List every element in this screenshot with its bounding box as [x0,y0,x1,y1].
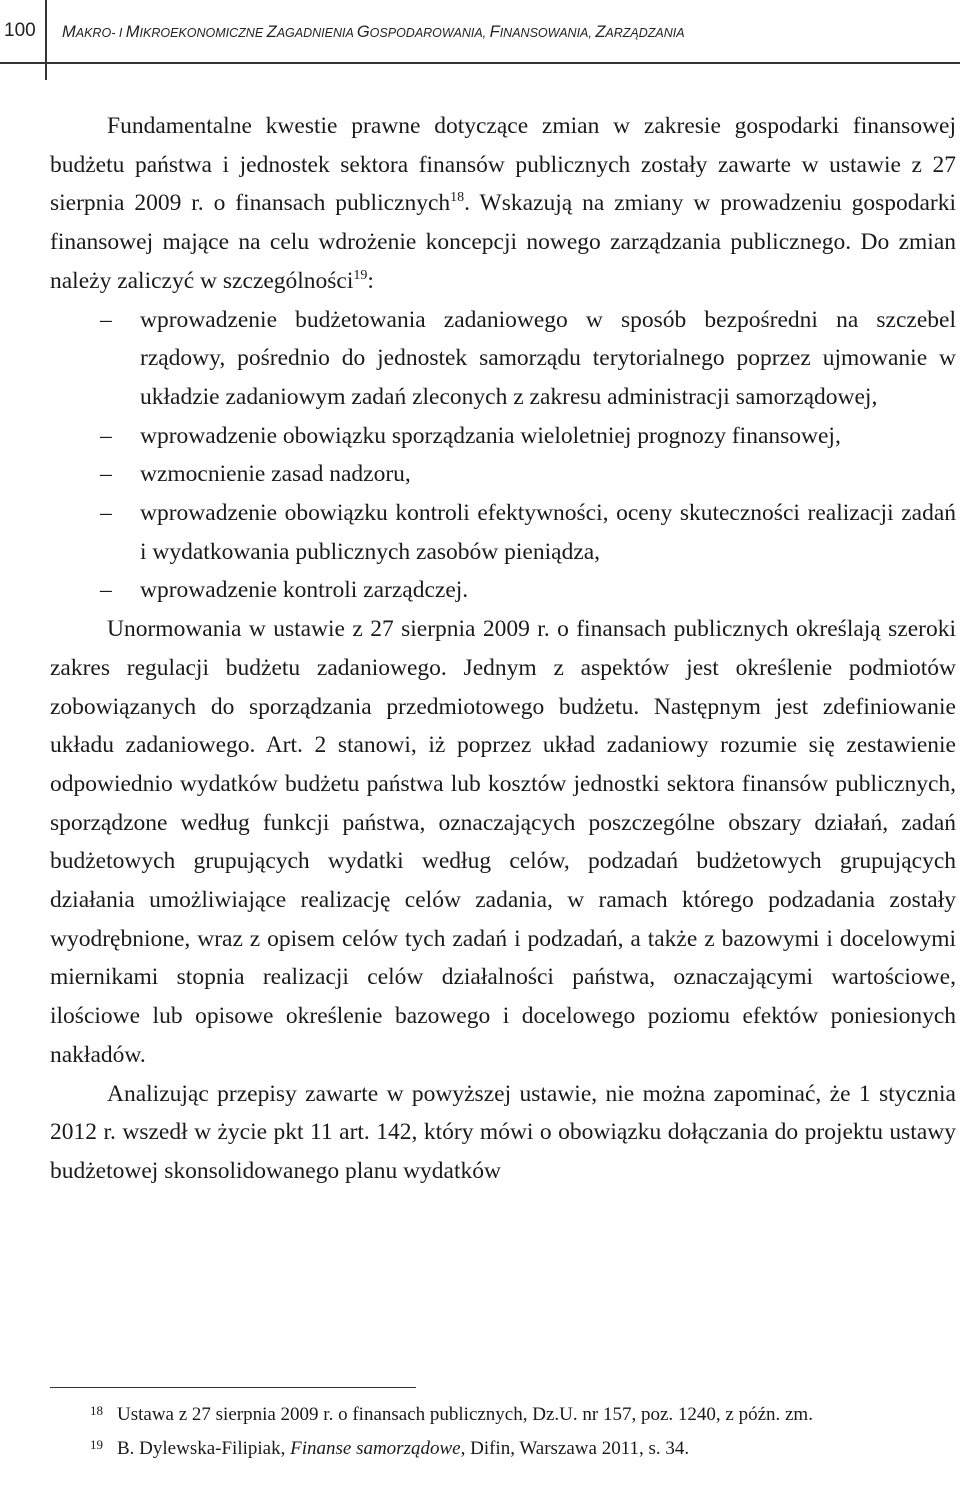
footnote-18: $^{18}$ Ustawa z 27 sierpnia 2009 r. o finansach publicznych, Dz.U. nr 157, poz. 1240, z późn. zm. [90,1403,813,1425]
footnote-separator [50,1387,416,1388]
paragraph-analysis: Analizując przepisy zawarte w powyższej ustawie, nie można zapominać, że 1 stycznia 2012 r. wszedł w życie pkt 11 art. 142, który mówi o obowiązku dołączania do projektu ustawy budżetowej skonsolidowanego planu wydatków [50,1080,956,1184]
footnotes [50,1402,956,1470]
footnote-19: $^{19}$ B. Dylewska-Filipiak, Finanse samorządowe, Difin, Warszawa 2011, s. 34. [90,1437,690,1459]
list-item: – wprowadzenie budżetowania zadaniowego w sposób bezpośredni na szczebel rządowy, pośrednio do jednostek samorządu terytorialnego poprzez ujmowanie w układzie zadaniowym zadań zleconych z zakresu administracji samorządowej, [50,301,956,417]
running-title: MAKRO- I MIKROEKONOMICZNE ZAGADNIENIA GOSPODAROWANIA, FINANSOWANIA, ZARZĄDZANIA [62,23,685,41]
dash-bullet: – [100,306,112,333]
running-header [0,0,960,80]
list-item: – wprowadzenie obowiązku sporządzania wieloletniej prognozy finansowej, [50,417,956,456]
footnote-ref-18[interactable]: 18 [450,190,465,206]
main-text [50,107,956,1191]
header-vertical-rule [45,0,47,80]
dash-bullet: – [100,461,112,488]
list-item: – wprowadzenie obowiązku kontroli efektywności, oceny skuteczności realizacji zadań i wydatkowania publicznych zasobów pieniądza, [50,494,956,571]
paragraph-intro: Fundamentalne kwestie prawne dotyczące zmian w zakresie gospodarki finansowej budżetu państwa i jednostek sektora finansów publicznych zostały zawarte w ustawie z 27 sierpnia 2009 r. o finansach publicznych$^{18}$. Wskazują na zmiany w prowadzeniu gospodarki finansowej mające na celu wdrożenie koncepcji nowego zarządzania publicznego. Do zmian należy zaliczyć w szczególności$^{19}$: [50,113,956,294]
list-item: – wprowadzenie kontroli zarządczej. [50,571,956,610]
footnote-ref-19[interactable]: 19 [353,267,368,283]
dash-bullet: – [100,422,112,449]
dash-bullet: – [100,500,112,527]
list-item: – wzmocnienie zasad nadzoru, [50,455,956,494]
change-list [50,301,956,611]
dash-bullet: – [100,577,112,604]
book-title: Finanse samorządowe [290,1438,461,1459]
header-horizontal-rule [0,62,960,64]
paragraph-regulations: Unormowania w ustawie z 27 sierpnia 2009 r. o finansach publicznych określają szeroki zakres regulacji budżetu zadaniowego. Jednym z aspektów jest określenie podmiotów zobowiązanych do sporządzania przedmiotowego budżetu. Następnym jest zdefiniowanie układu zadaniowego. Art. 2 stanowi, iż poprzez układ zadaniowy rozumie się zestawienie odpowiednio wydatków budżetu państwa lub kosztów jednostki sektora finansów publicznych, sporządzone według funkcji państwa, oznaczających poszczególne obszary działań, zadań budżetowych grupujących wydatki według celów, podzadań budżetowych grupujących działania umożliwiające realizację celów zadania, w ramach którego podzadania zostały wyodrębnione, wraz z opisem celów tych zadań i podzadań, a także z bazowymi i docelowymi miernikami stopnia realizacji celów działalności państwa, oznaczającymi wartościowe, ilościowe lub opisowe określenie bazowego i docelowego poziomu efektów poniesionych nakładów. [50,616,956,1068]
page-number: 100 [4,20,36,41]
